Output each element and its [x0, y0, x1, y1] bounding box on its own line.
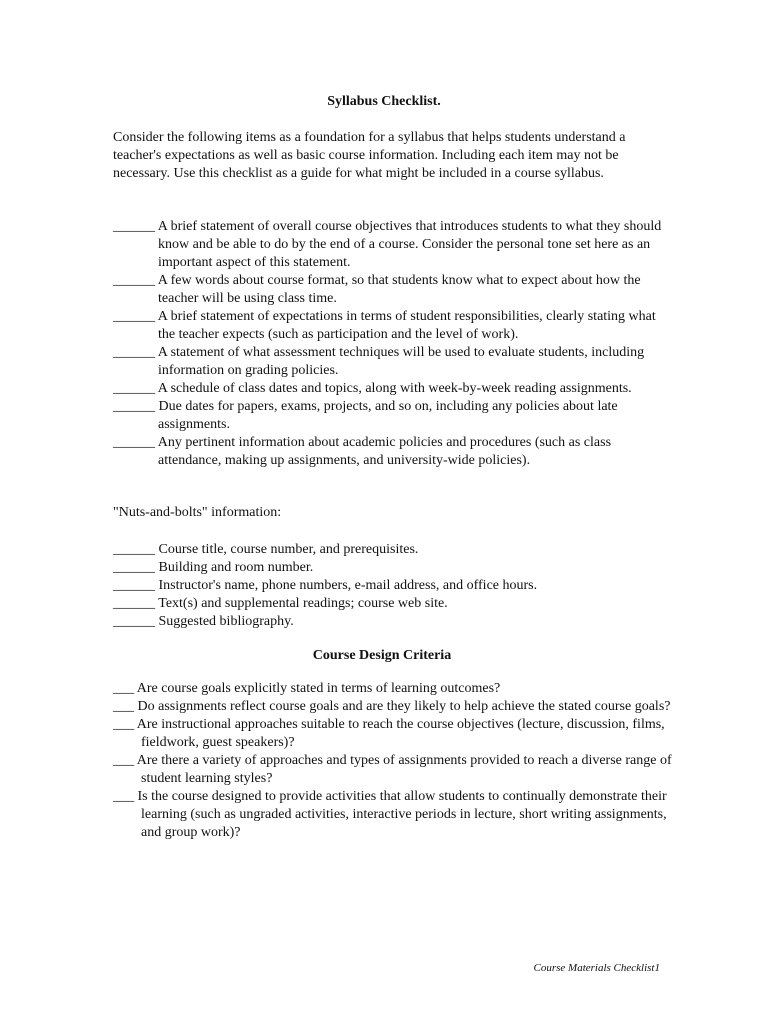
checklist-item: ______ Text(s) and supplemental readings; course web site.	[113, 596, 448, 611]
checklist-item: ______ Course title, course number, and prerequisites.	[113, 542, 419, 557]
checklist-item: ______ A brief statement of expectations in terms of student responsibilities, clearly stating what the teacher expects (such as participation and the level of work).	[113, 309, 656, 342]
checklist-item: ______ A schedule of class dates and topics, along with week-by-week reading assignments.	[113, 381, 632, 396]
checklist-item: ______ Suggested bibliography.	[113, 614, 294, 629]
checklist-item: ______ A brief statement of overall course objectives that introduces students to what they should know and be able to do by the end of a course. Consider the personal tone set here as an important aspect of this statement.	[113, 219, 662, 270]
checklist-item: ______ A statement of what assessment techniques will be used to evaluate students, including information on grading policies.	[113, 345, 645, 378]
page-title: Syllabus Checklist.	[327, 94, 441, 109]
nuts-and-bolts-heading: "Nuts-and-bolts" information:	[113, 505, 282, 520]
criteria-item: ___ Do assignments reflect course goals and are they likely to help achieve the stated course goals?	[113, 699, 671, 714]
criteria-item: ___ Are instructional approaches suitable to reach the course objectives (lecture, discussion, films, fieldwork, guest speakers)?	[113, 717, 665, 750]
intro-paragraph: Consider the following items as a foundation for a syllabus that helps students understand a teacher's expectations as well as basic course information. Including each item may not be necessary. Use this checklist as a guide for what might be included in a course syllabus.	[113, 130, 626, 181]
course-design-criteria-title: Course Design Criteria	[312, 648, 452, 663]
checklist-item: ______ Any pertinent information about academic policies and procedures (such as class attendance, making up assignments, and university-wide policies).	[113, 435, 612, 468]
criteria-item: ___ Are there a variety of approaches and types of assignments provided to reach a diverse range of student learning styles?	[113, 753, 672, 786]
checklist-item: ______ A few words about course format, so that students know what to expect about how the teacher will be using class time.	[113, 273, 641, 306]
checklist-item: ______ Due dates for papers, exams, projects, and so on, including any policies about late assignments.	[113, 399, 618, 432]
objectives-checklist	[113, 218, 673, 470]
page-footer: Course Materials Checklist1	[533, 962, 660, 974]
criteria-item: ___ Are course goals explicitly stated in terms of learning outcomes?	[113, 681, 501, 696]
criteria-item: ___ Is the course designed to provide activities that allow students to continually demonstrate their learning (such as ungraded activities, interactive periods in lecture, short writing assignments, and group work)?	[113, 789, 667, 840]
checklist-item: ______ Instructor's name, phone numbers, e-mail address, and office hours.	[113, 578, 538, 593]
criteria-checklist	[113, 680, 673, 842]
nuts-and-bolts-checklist	[113, 541, 673, 631]
checklist-item: ______ Building and room number.	[113, 560, 314, 575]
